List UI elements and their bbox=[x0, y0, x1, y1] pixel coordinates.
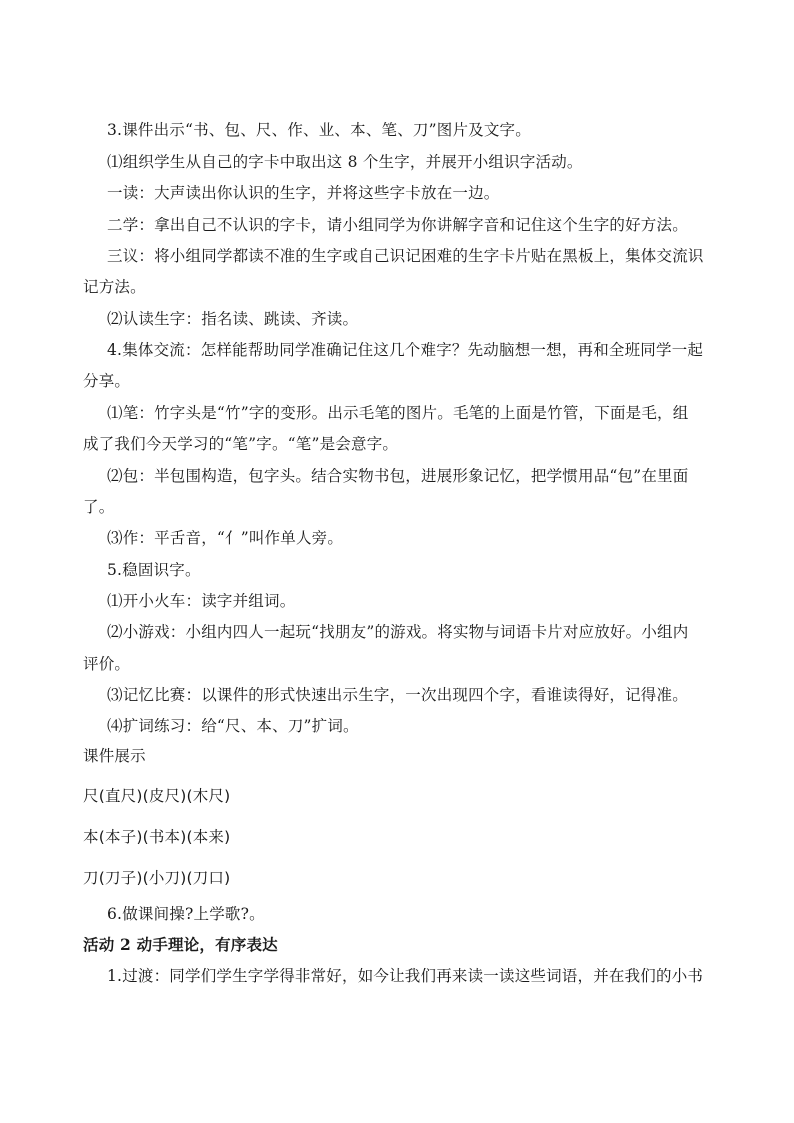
paragraph-learn: 二学：拿出自己不认识的字卡，请小组同学为你讲解字音和记住这个生字的好方法。 bbox=[107, 216, 688, 234]
activity-2-heading: 活动 2 动手理论，有序表达 bbox=[83, 935, 278, 954]
paragraph-step-1: ⑴组织学生从自己的字卡中取出这 8 个生字，并展开小组识字活动。 bbox=[107, 153, 583, 171]
paragraph-discuss-line-2: 记方法。 bbox=[83, 278, 146, 296]
paragraph-bi-line-2: 成了我们今天学习的“笔”字。“笔”是会意字。 bbox=[83, 435, 399, 453]
word-list-dao: 刀(刀子)(小刀)(刀口) bbox=[83, 869, 231, 887]
paragraph-bao-line-2: 了。 bbox=[83, 498, 115, 516]
paragraph-consolidate: 5.稳固识字。 bbox=[107, 561, 201, 579]
paragraph-game-line-1: ⑵小游戏：小组内四人一起玩“找朋友”的游戏。将实物与词语卡片对应放好。小组内 bbox=[107, 623, 689, 641]
paragraph-step-2: ⑵认读生字：指名读、跳读、齐读。 bbox=[107, 310, 359, 328]
paragraph-exchange-line-1: 4.集体交流：怎样能帮助同学准确记住这几个难字？先动脑想一想，再和全班同学一起 bbox=[107, 341, 704, 359]
paragraph-word-expansion: ⑷扩词练习：给“尺、本、刀”扩词。 bbox=[107, 717, 359, 735]
paragraph-transition: 1.过渡：同学们学生字学得非常好，如今让我们再来读一读这些词语，并在我们的小书 bbox=[107, 967, 704, 985]
word-list-ben: 本(本子)(书本)(本来) bbox=[83, 828, 231, 846]
paragraph-memory-contest: ⑶记忆比赛：以课件的形式快速出示生字，一次出现四个字，看谁读得好，记得准。 bbox=[107, 686, 688, 704]
courseware-display-heading: 课件展示 bbox=[83, 747, 146, 765]
paragraph-zuo: ⑶作：平舌音，“亻”叫作单人旁。 bbox=[107, 529, 344, 547]
paragraph-discuss-line-1: 三议：将小组同学都读不准的生字或自己识记困难的生字卡片贴在黑板上，集体交流识 bbox=[107, 247, 704, 265]
paragraph-train: ⑴开小火车：读字并组词。 bbox=[107, 592, 296, 610]
paragraph-read: 一读：大声读出你认识的生字，并将这些字卡放在一边。 bbox=[107, 184, 500, 202]
paragraph-exchange-line-2: 分享。 bbox=[83, 372, 131, 390]
paragraph-exercise: 6.做课间操?上学歌?。 bbox=[107, 905, 265, 923]
paragraph-game-line-2: 评价。 bbox=[83, 655, 131, 673]
paragraph-bao-line-1: ⑵包：半包围构造，包字头。结合实物书包，进展形象记忆，把学惯用品“包”在里面 bbox=[107, 467, 689, 485]
word-list-chi: 尺(直尺)(皮尺)(木尺) bbox=[83, 787, 231, 805]
paragraph-bi-line-1: ⑴笔：竹字头是“竹”字的变形。出示毛笔的图片。毛笔的上面是竹管，下面是毛，组 bbox=[107, 404, 689, 422]
paragraph-courseware-intro: 3.课件出示“书、包、尺、作、业、本、笔、刀”图片及文字。 bbox=[107, 121, 531, 139]
